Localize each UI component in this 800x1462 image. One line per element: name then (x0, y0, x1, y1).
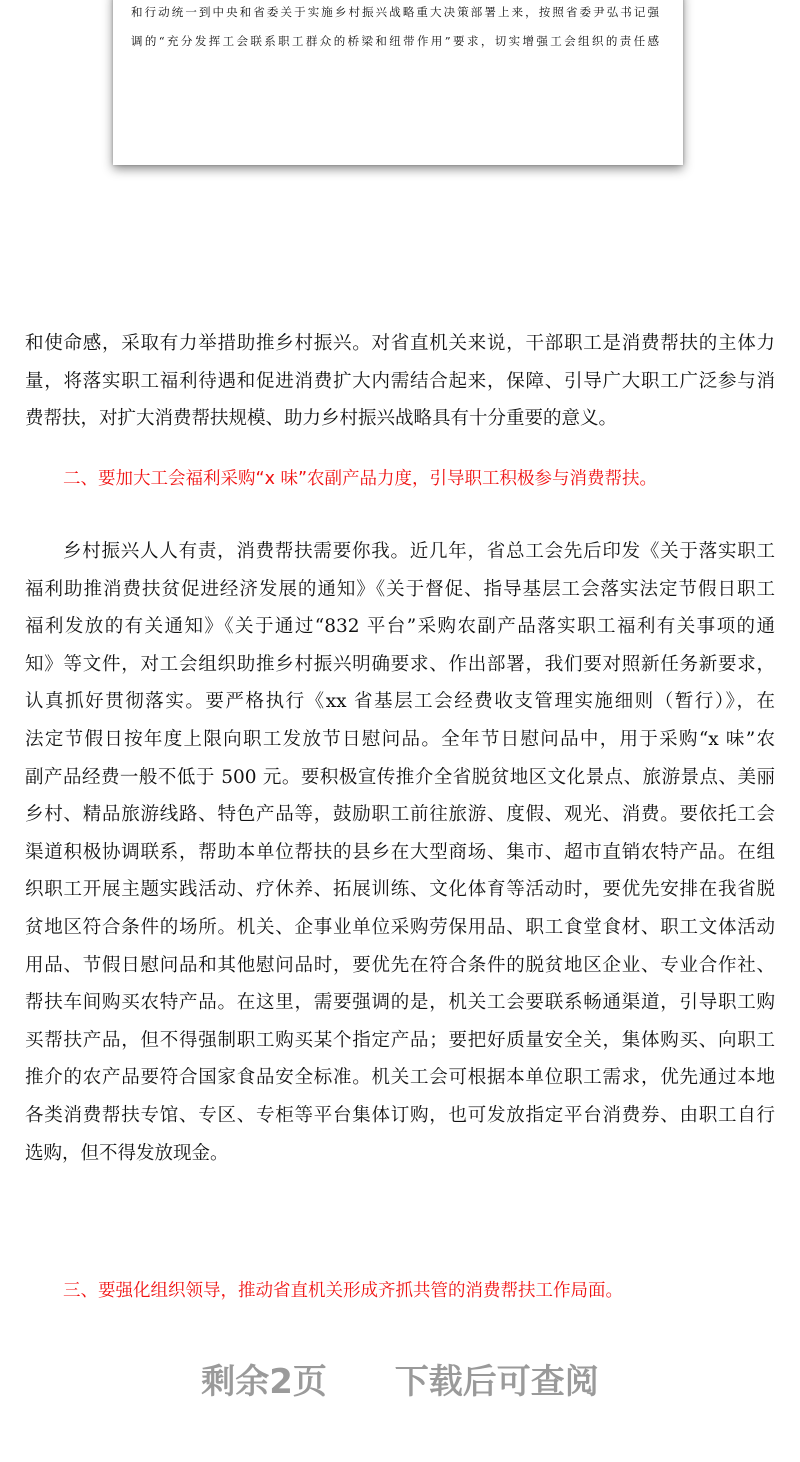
body-line: 织职工开展主题实践活动、疗休养、拓展训练、文化体育等活动时，要优先安排在我省脱 (25, 879, 775, 901)
body-line: 福利发放的有关通知》《关于通过“832 平台”采购农副产品落实职工福利有关事项的通 (25, 616, 775, 638)
body-line: 费帮扶，对扩大消费帮扶规模、助力乡村振兴战略具有十分重要的意义。 (25, 408, 618, 429)
body-line: 选购，但不得发放现金。 (25, 1142, 229, 1164)
body-line: 推介的农产品要符合国家食品安全标准。机关工会可根据本单位职工需求，优先通过本地 (25, 1067, 775, 1089)
body-line: 乡村振兴人人有责，消费帮扶需要你我。近几年，省总工会先后印发《关于落实职工 (63, 541, 775, 562)
section-heading-3: 三、要强化组织领导，推动省直机关形成齐抓共管的消费帮扶工作局面。 (63, 1281, 623, 1301)
preview-page-card (113, 0, 683, 165)
download-to-view-label[interactable]: 下载后可查阅 (394, 1362, 599, 1402)
body-line: 帮扶车间购买农特产品。在这里，需要强调的是，机关工会要联系畅通渠道，引导职工购 (25, 992, 775, 1014)
body-line: 乡村、精品旅游线路、特色产品等，鼓励职工前往旅游、度假、观光、消费。要依托工会 (25, 804, 775, 826)
card-text-line: 调的“充分发挥工会联系职工群众的桥梁和纽带作用”要求，切实增强工会组织的责任感 (131, 34, 659, 48)
body-line: 渠道积极协调联系，帮助本单位帮扶的县乡在大型商场、集市、超市直销农特产品。在组 (25, 841, 775, 863)
body-line: 量，将落实职工福利待遇和促进消费扩大内需结合起来，保障、引导广大职工广泛参与消 (25, 371, 775, 392)
body-line: 认真抓好贯彻落实。要严格执行《xx 省基层工会经费收支管理实施细则（暂行）》，在 (25, 691, 775, 713)
body-line: 知》等文件，对工会组织助推乡村振兴明确要求、作出部署，我们要对照新任务新要求， (25, 653, 775, 675)
card-text-line: 和行动统一到中央和省委关于实施乡村振兴战略重大决策部署上来，按照省委尹弘书记强 (131, 5, 659, 19)
body-line: 福利助推消费扶贫促进经济发展的通知》《关于督促、指导基层工会落实法定节假日职工 (25, 578, 775, 600)
body-line: 用品、节假日慰问品和其他慰问品时，要优先在符合条件的脱贫地区企业、专业合作社、 (25, 954, 775, 976)
section-heading-2: 二、要加大工会福利采购“x 味”农副产品力度，引导职工积极参与消费帮扶。 (63, 469, 658, 489)
remaining-pages-label: 剩余2页 (201, 1362, 327, 1402)
body-line: 和使命感，采取有力举措助推乡村振兴。对省直机关来说，干部职工是消费帮扶的主体力 (25, 333, 775, 354)
body-line: 各类消费帮扶专馆、专区、专柜等平台集体订购，也可发放指定平台消费券、由职工自行 (25, 1105, 775, 1126)
download-prompt[interactable] (0, 1362, 800, 1402)
body-line: 法定节假日按年度上限向职工发放节日慰问品。全年节日慰问品中，用于采购“x 味”农 (25, 729, 775, 750)
body-line: 买帮扶产品，但不得强制职工购买某个指定产品；要把好质量安全关，集体购买、向职工 (25, 1029, 775, 1051)
body-line: 副产品经费一般不低于 500 元。要积极宣传推介全省脱贫地区文化景点、旅游景点、美丽 (25, 766, 775, 788)
body-line: 贫地区符合条件的场所。机关、企事业单位采购劳保用品、职工食堂食材、职工文体活动 (25, 917, 775, 938)
